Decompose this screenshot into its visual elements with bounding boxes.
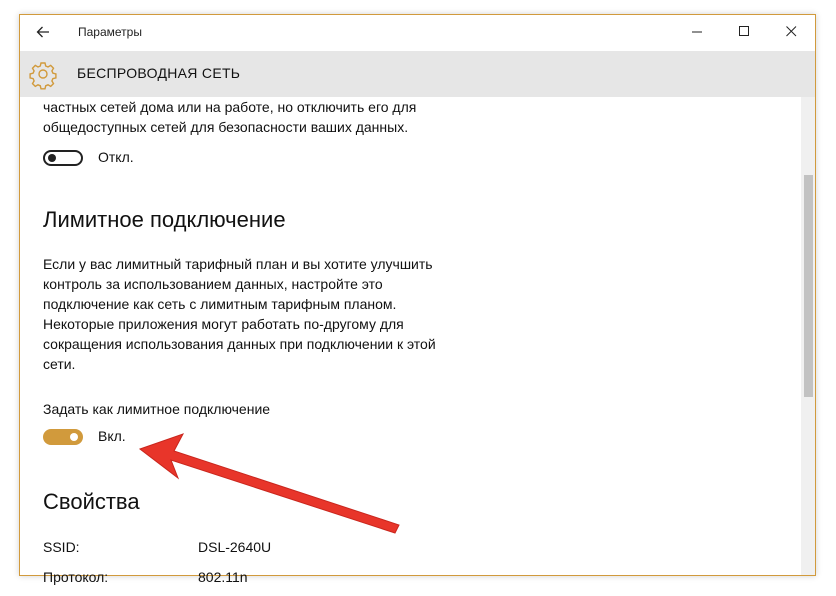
network-discovery-toggle-state: Откл. [98,149,134,165]
metered-description-line: сети. [43,356,76,372]
property-label-protocol: Протокол: [43,569,109,585]
discovery-description-line1: частных сетей дома или на работе, но отключить его для [43,99,417,115]
close-icon [786,26,797,37]
toggle-knob [48,154,56,162]
property-label-ssid: SSID: [43,539,80,555]
properties-heading: Свойства [43,489,140,514]
title-bar [20,15,815,51]
property-value-protocol: 802.11n [198,569,248,585]
close-button[interactable] [768,15,814,47]
vertical-scrollbar[interactable] [801,97,815,575]
arrow-left-icon [36,26,50,38]
property-value-ssid: DSL-2640U [198,539,272,555]
metered-heading: Лимитное подключение [43,207,286,232]
metered-description-line: сокращения использования данных при подключении к этой [43,336,436,352]
page-title: БЕСПРОВОДНАЯ СЕТЬ [77,65,241,81]
minimize-button[interactable] [674,15,720,47]
metered-description-line: Некоторые приложения могут работать по-другому для [43,316,404,332]
metered-description-line: Если у вас лимитный тарифный план и вы хотите улучшить [43,256,433,272]
app-title: Параметры [78,25,142,39]
network-discovery-toggle[interactable] [43,150,83,166]
metered-description-line: контроль за использованием данных, настройте это [43,276,383,292]
metered-connection-toggle[interactable] [43,429,83,445]
gear-icon [30,61,56,87]
settings-content [20,97,801,585]
scrollbar-thumb[interactable] [804,175,813,397]
minimize-icon [692,26,703,37]
metered-description-line: подключение как сеть с лимитным тарифным планом. [43,296,397,312]
metered-toggle-caption: Задать как лимитное подключение [43,401,271,417]
toggle-knob [70,433,78,441]
maximize-button[interactable] [721,15,767,47]
page-header [20,51,815,97]
settings-window [19,14,816,585]
back-button[interactable] [30,19,56,45]
discovery-description-line2: общедоступных сетей для безопасности ваших данных. [43,119,409,135]
metered-connection-toggle-state: Вкл. [98,428,126,444]
maximize-icon [739,26,750,37]
